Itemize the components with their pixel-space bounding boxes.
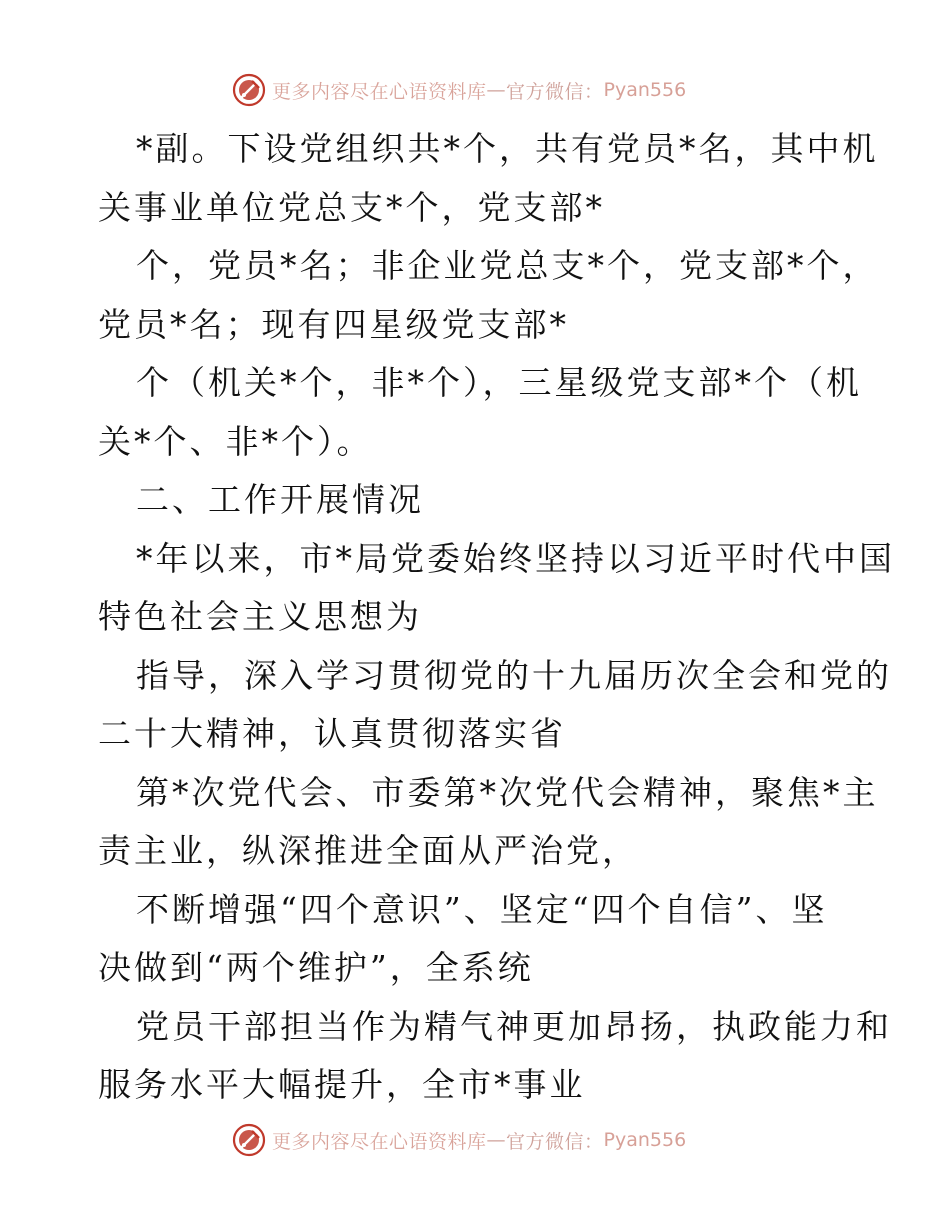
text-line: 责主业，纵深推进全面从严治党， — [98, 831, 638, 870]
watermark-separator: — — [486, 79, 507, 101]
text-line: 第*次党代会、市委第*次党代会精神，聚焦*主 — [136, 772, 879, 812]
watermark-separator: — — [486, 1129, 507, 1151]
text-line: 二十大精神，认真贯彻落实省 — [98, 714, 566, 753]
text-line: 决做到“两个维护”，全系统 — [98, 948, 534, 987]
text-line: 个（机关*个，非*个），三星级党支部*个（机 — [136, 363, 862, 402]
text-line: *年以来，市*局党委始终坚持以习近平时代中国 — [136, 538, 895, 578]
text-line: *副。下设党组织共*个，共有党员*名，其中机 — [136, 129, 879, 168]
watermark-text: 更多内容尽在心语资料库 — [272, 1130, 487, 1153]
text-line: 服务水平大幅提升，全市*事业 — [98, 1065, 586, 1104]
seal-logo-icon — [232, 1123, 266, 1157]
text-line: 指导，深入学习贯彻党的十九届历次全会和党的 — [136, 655, 892, 695]
header-watermark — [232, 72, 686, 108]
text-line: 特色社会主义思想为 — [98, 597, 422, 636]
text-line: 党员干部担当作为精气神更加昂扬，执政能力和 — [136, 1006, 892, 1046]
watermark-wechat-id: Pyan556 — [603, 1129, 687, 1151]
text-line: 关事业单位党总支*个，党支部* — [98, 187, 605, 227]
text-line: 党员*名；现有四星级党支部* — [98, 304, 569, 344]
watermark-wechat-label: 官方微信： — [506, 80, 604, 103]
seal-logo-icon — [232, 73, 266, 107]
text-line: 个，党员*名；非企业党总支*个，党支部*个， — [136, 246, 879, 285]
watermark-wechat-label: 官方微信： — [506, 1130, 604, 1153]
watermark-wechat-id: Pyan556 — [603, 79, 687, 101]
text-line: 关*个、非*个）。 — [98, 421, 373, 461]
document-body — [98, 120, 895, 1115]
section-heading: 二、工作开展情况 — [136, 480, 424, 519]
watermark-text: 更多内容尽在心语资料库 — [272, 80, 487, 103]
text-line: 不断增强“四个意识”、坚定“四个自信”、坚 — [136, 889, 828, 929]
footer-watermark — [232, 1122, 686, 1158]
